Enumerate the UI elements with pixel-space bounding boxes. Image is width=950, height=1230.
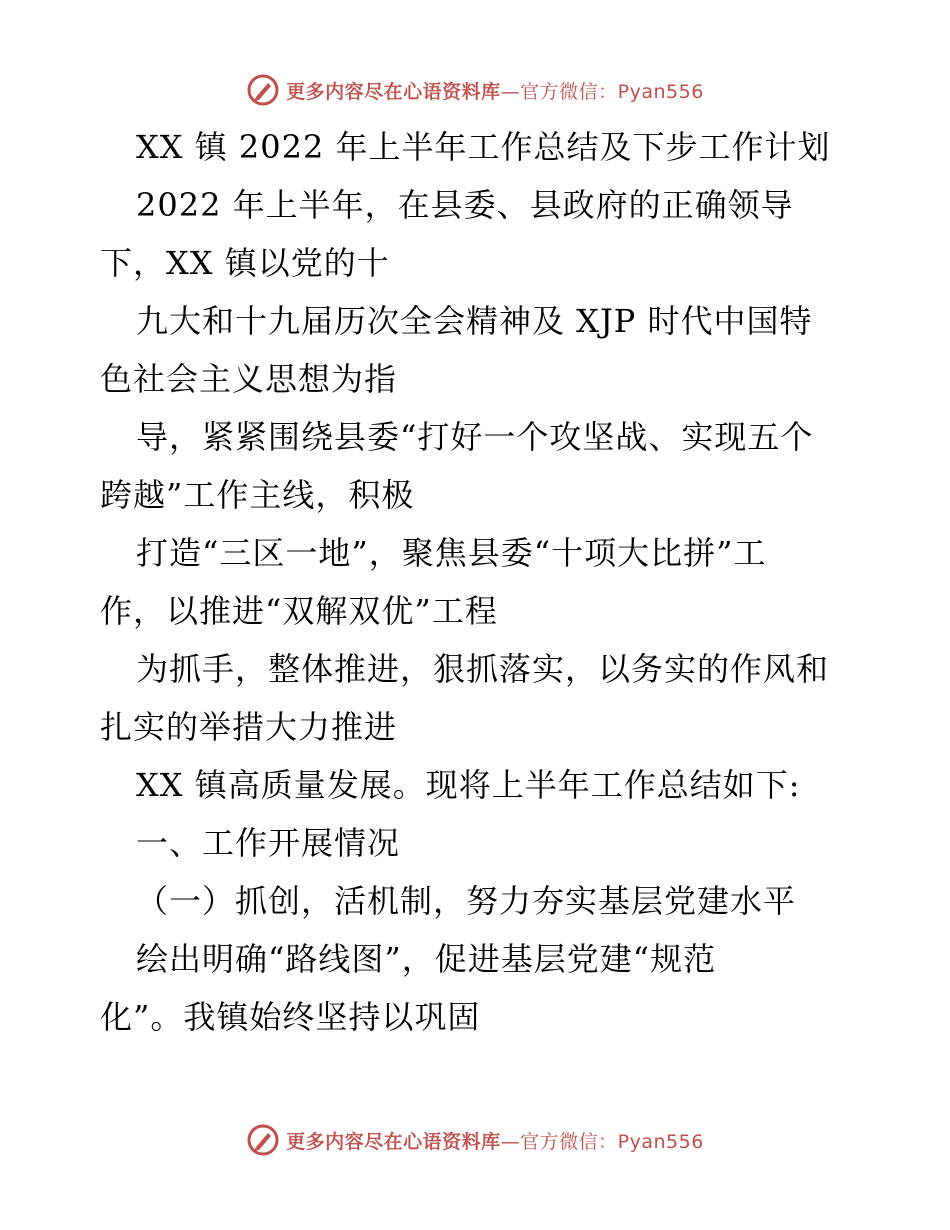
pen-logo-icon <box>246 1123 280 1157</box>
text-line: 2022 年上半年，在县委、县政府的正确领导 <box>136 186 794 224</box>
footer-watermark <box>0 1120 950 1160</box>
text-line: 扎实的举措大力推进 <box>100 708 398 746</box>
header-watermark <box>0 70 950 110</box>
text-line: 色社会主义思想为指 <box>100 360 398 398</box>
subsection-heading: （一）抓创，活机制，努力夯实基层党建水平 <box>136 882 797 920</box>
watermark-text: 更多内容尽在心语资料库—官方微信：Pyan556 <box>286 1130 704 1153</box>
text-line: 绘出明确“路线图”，促进基层党建“规范 <box>136 940 717 978</box>
text-line: 打造“三区一地”，聚焦县委“十项大比拼”工 <box>136 534 767 572</box>
section-heading: 一、工作开展情况 <box>136 824 401 862</box>
document-title: XX 镇 2022 年上半年工作总结及下步工作计划 <box>136 128 831 166</box>
watermark-text: 更多内容尽在心语资料库—官方微信：Pyan556 <box>286 80 704 103</box>
text-line: 下，XX 镇以党的十 <box>100 244 390 282</box>
document-body <box>100 118 860 1046</box>
text-line: 导，紧紧围绕县委“打好一个攻坚战、实现五个 <box>136 418 814 456</box>
text-line: 九大和十九届历次全会精神及 XJP 时代中国特 <box>136 302 813 340</box>
text-line: 化”。我镇始终坚持以巩固 <box>100 998 481 1036</box>
text-line: 作，以推进“双解双优”工程 <box>100 592 498 630</box>
pen-logo-icon <box>246 73 280 107</box>
text-line: 为抓手，整体推进，狠抓落实，以务实的作风和 <box>136 650 830 688</box>
text-line: 跨越”工作主线，积极 <box>100 476 415 514</box>
text-line: XX 镇高质量发展。现将上半年工作总结如下: <box>136 766 801 804</box>
